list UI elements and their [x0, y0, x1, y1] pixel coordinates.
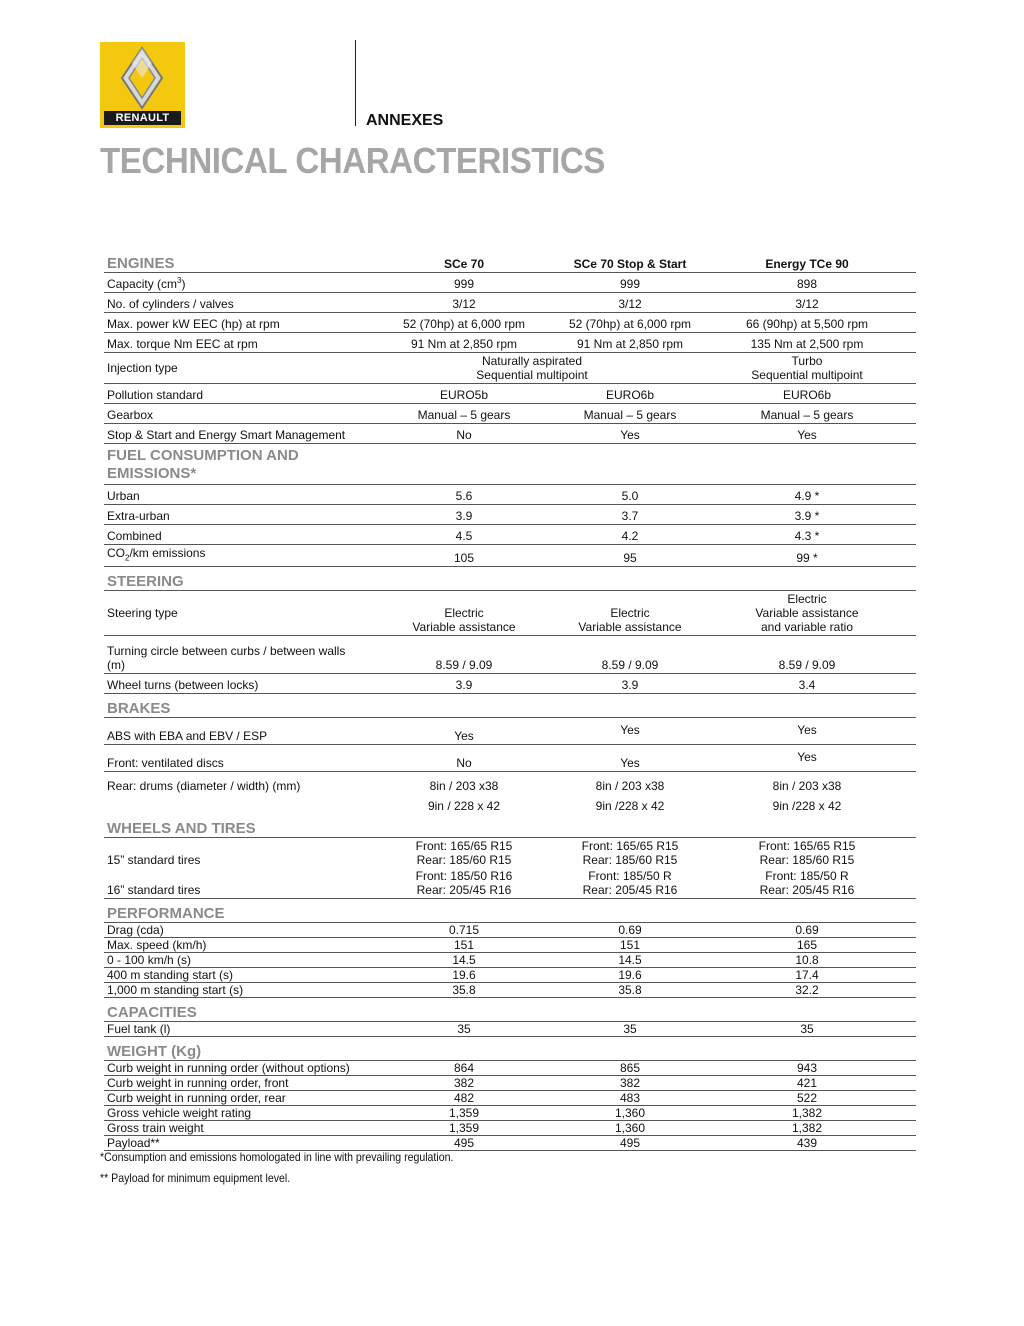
cell: 8in / 203 x38	[772, 778, 842, 793]
cell: 3/12	[562, 293, 698, 313]
table-row	[104, 525, 916, 545]
cell: 135 Nm at 2,500 rpm	[698, 333, 916, 353]
row-label: Wheel turns (between locks)	[104, 674, 366, 694]
row-label: Injection type	[104, 353, 366, 384]
row-label: Curb weight in running order, front	[104, 1076, 366, 1091]
cell: 9in /228 x 42	[595, 798, 665, 813]
cell: 495	[562, 1136, 698, 1151]
capacities-header-row	[104, 998, 916, 1022]
cell: 1,360	[562, 1121, 698, 1136]
cell: 35	[562, 1022, 698, 1037]
cell: 8.59 / 9.09	[366, 636, 562, 674]
row-label: Capacity $(cm^3)$	[104, 273, 366, 293]
technical-characteristics-table	[104, 254, 916, 1151]
performance-header-row	[104, 899, 916, 923]
cell: 3.9	[562, 674, 698, 694]
cell: 0.69	[698, 923, 916, 938]
column-header-sce70-stop-start: SCe 70 Stop & Start	[562, 254, 698, 273]
cell: 522	[698, 1091, 916, 1106]
row-label: Fuel tank (l)	[104, 1022, 366, 1037]
column-header-sce70: SCe 70	[366, 254, 562, 273]
cell: 3/12	[698, 293, 916, 313]
section-label: ANNEXES	[366, 112, 444, 129]
cell: EURO6b	[562, 384, 698, 404]
section-title-wheels: WHEELS AND TIRES	[104, 814, 366, 838]
cell: 35.8	[366, 983, 562, 998]
table-row	[104, 636, 916, 674]
cell: 3.9	[366, 674, 562, 694]
cell: 3.9	[366, 505, 562, 525]
page-title: TECHNICAL CHARACTERISTICS	[100, 140, 605, 181]
section-title-engines: ENGINES	[104, 254, 366, 273]
cell: 35	[366, 1022, 562, 1037]
cell: 14.5	[366, 953, 562, 968]
table-row	[104, 772, 916, 794]
row-label: Rear: drums (diameter / width) (mm)	[107, 778, 301, 793]
cell: 0.69	[562, 923, 698, 938]
row-label: ABS with EBA and EBV / ESP	[104, 718, 366, 745]
cell: Manual – 5 gears	[562, 404, 698, 424]
table-row	[104, 485, 916, 505]
cell: 4.3 *	[698, 525, 916, 545]
table-row	[104, 1061, 916, 1076]
table-row	[104, 333, 916, 353]
row-label: Urban	[104, 485, 366, 505]
cell: 95	[562, 545, 698, 567]
table-row	[104, 938, 916, 953]
cell: No	[366, 424, 562, 444]
row-label: Curb weight in running order, rear	[104, 1091, 366, 1106]
cell: 151	[366, 938, 562, 953]
row-label: Drag (cda)	[104, 923, 366, 938]
cell: Electric Variable assistance and variable ratio	[698, 591, 916, 636]
table-row	[104, 953, 916, 968]
cell: 52 (70hp) at 6,000 rpm	[562, 313, 698, 333]
cell: 66 (90hp) at 5,500 rpm	[698, 313, 916, 333]
steering-header-row	[104, 567, 916, 591]
table-row	[104, 983, 916, 998]
cell: 9in / 228 x 42	[427, 798, 501, 813]
row-label: Turning circle between curbs / between walls (m)	[104, 636, 366, 674]
cell: 35.8	[562, 983, 698, 998]
cell: 3.4	[698, 674, 916, 694]
section-title-fuel: FUEL CONSUMPTION AND EMISSIONS*	[104, 444, 366, 485]
table-row	[104, 968, 916, 983]
cell: 91 Nm at 2,850 rpm	[562, 333, 698, 353]
table-row	[104, 505, 916, 525]
cell: Front: 185/50 R Rear: 205/45 R16	[562, 868, 698, 899]
cell: Front: 165/65 R15 Rear: 185/60 R15	[415, 839, 513, 868]
cell: 495	[366, 1136, 562, 1151]
table-row	[104, 424, 916, 444]
cell: No	[366, 745, 562, 772]
cell: 382	[366, 1076, 562, 1091]
row-label: Stop & Start and Energy Smart Management	[104, 424, 366, 444]
cell: 14.5	[562, 953, 698, 968]
cell: Yes	[562, 718, 698, 745]
cell: 864	[366, 1061, 562, 1076]
table-row	[104, 718, 916, 745]
cell: 865	[562, 1061, 698, 1076]
cell: 35	[698, 1022, 916, 1037]
cell: Manual – 5 gears	[698, 404, 916, 424]
row-label: Gross train weight	[104, 1121, 366, 1136]
column-header-energy-tce90: Energy TCe 90	[698, 254, 916, 273]
cell: 1,360	[562, 1106, 698, 1121]
cell: Turbo Sequential multipoint	[698, 353, 916, 384]
cell: 0.715	[366, 923, 562, 938]
cell: 439	[698, 1136, 916, 1151]
cell: Yes	[698, 745, 916, 772]
wheels-header-row	[104, 814, 916, 838]
table-row	[104, 545, 916, 567]
table-row	[104, 404, 916, 424]
row-label: No. of cylinders / valves	[104, 293, 366, 313]
cell: EURO5b	[366, 384, 562, 404]
cell: 8in / 203 x38	[595, 778, 665, 793]
row-label: Max. speed (km/h)	[104, 938, 366, 953]
cell: 99 *	[698, 545, 916, 567]
cell: 1,382	[698, 1106, 916, 1121]
cell: 8in / 203 x38	[429, 778, 499, 793]
cell: 5.0	[562, 485, 698, 505]
cell: 943	[698, 1061, 916, 1076]
footnote-payload: ** Payload for minimum equipment level.	[100, 1171, 291, 1185]
cell: Yes	[698, 424, 916, 444]
cell: Front: 165/65 R15 Rear: 185/60 R15	[581, 839, 679, 868]
cell: EURO6b	[698, 384, 916, 404]
row-label: 400 m standing start (s)	[104, 968, 366, 983]
cell: 3.9 *	[698, 505, 916, 525]
cell: 1,359	[366, 1106, 562, 1121]
row-label: Max. power kW EEC (hp) at rpm	[104, 313, 366, 333]
cell: 1,359	[366, 1121, 562, 1136]
cell: 483	[562, 1091, 698, 1106]
section-title-capacities: CAPACITIES	[104, 998, 366, 1022]
table-row	[104, 838, 916, 869]
table-row	[104, 674, 916, 694]
cell: 151	[562, 938, 698, 953]
cell: Naturally aspirated Sequential multipoint	[366, 353, 698, 384]
cell: 105	[366, 545, 562, 567]
section-title-steering: STEERING	[104, 567, 366, 591]
cell: Electric Variable assistance	[562, 591, 698, 636]
row-label: Combined	[104, 525, 366, 545]
section-title-performance: PERFORMANCE	[104, 899, 366, 923]
row-label: 0 - 100 km/h (s)	[104, 953, 366, 968]
cell: 898	[698, 273, 916, 293]
table-row	[104, 1076, 916, 1091]
table-row	[104, 1022, 916, 1037]
cell: 32.2	[698, 983, 916, 998]
cell: 8.59 / 9.09	[698, 636, 916, 674]
cell: Yes	[698, 718, 916, 745]
cell: 999	[366, 273, 562, 293]
table-row	[104, 745, 916, 772]
cell: Yes	[562, 424, 698, 444]
row-label: Curb weight in running order (without options)	[104, 1061, 366, 1076]
table-row	[104, 384, 916, 404]
renault-diamond-icon	[100, 42, 185, 112]
cell: 10.8	[698, 953, 916, 968]
table-row	[104, 353, 916, 384]
cell: Yes	[562, 745, 698, 772]
table-row	[104, 923, 916, 938]
cell: 3.7	[562, 505, 698, 525]
cell: 4.2	[562, 525, 698, 545]
row-label: Gearbox	[104, 404, 366, 424]
cell: 482	[366, 1091, 562, 1106]
table-row	[104, 293, 916, 313]
cell: 52 (70hp) at 6,000 rpm	[366, 313, 562, 333]
header-divider	[355, 40, 356, 126]
cell: Manual – 5 gears	[366, 404, 562, 424]
cell: 91 Nm at 2,850 rpm	[366, 333, 562, 353]
table-row	[104, 1136, 916, 1151]
renault-logo	[100, 42, 185, 128]
cell: 5.6	[366, 485, 562, 505]
row-label: Steering type	[104, 591, 366, 636]
table-row	[104, 1091, 916, 1106]
brakes-header-row	[104, 694, 916, 718]
cell: 19.6	[562, 968, 698, 983]
section-title-brakes: BRAKES	[104, 694, 366, 718]
cell: Electric Variable assistance	[366, 591, 562, 636]
cell: Front: 185/50 R16 Rear: 205/45 R16	[366, 868, 562, 899]
cell: 9in /228 x 42	[772, 798, 842, 813]
row-label: Max. torque Nm EEC at rpm	[104, 333, 366, 353]
cell: Yes	[366, 718, 562, 745]
fuel-header-row	[104, 444, 916, 485]
row-label: 15” standard tires	[107, 853, 201, 868]
cell: 421	[698, 1076, 916, 1091]
brand-name: RENAULT	[104, 111, 181, 125]
table-row	[104, 868, 916, 899]
cell: 382	[562, 1076, 698, 1091]
row-label: $CO_2/km$ emissions	[104, 545, 366, 567]
table-row	[104, 591, 916, 636]
cell: 165	[698, 938, 916, 953]
table-row	[104, 1106, 916, 1121]
cell: Front: 185/50 R Rear: 205/45 R16	[698, 868, 916, 899]
weight-header-row	[104, 1037, 916, 1061]
cell: Front: 165/65 R15 Rear: 185/60 R15	[758, 839, 856, 868]
table-row	[104, 794, 916, 814]
row-label: Extra-urban	[104, 505, 366, 525]
cell: 4.5	[366, 525, 562, 545]
row-label: Pollution standard	[104, 384, 366, 404]
cell: 1,382	[698, 1121, 916, 1136]
table-row	[104, 313, 916, 333]
table-row	[104, 273, 916, 293]
row-label: Payload**	[104, 1136, 366, 1151]
engines-header-row	[104, 254, 916, 273]
cell: 17.4	[698, 968, 916, 983]
footnote-consumption: *Consumption and emissions homologated in line with prevailing regulation.	[100, 1150, 454, 1164]
row-label: 16” standard tires	[104, 868, 366, 899]
cell: 999	[562, 273, 698, 293]
row-label: Gross vehicle weight rating	[104, 1106, 366, 1121]
cell: 3/12	[366, 293, 562, 313]
row-label: 1,000 m standing start (s)	[104, 983, 366, 998]
cell: 4.9 *	[698, 485, 916, 505]
cell: 19.6	[366, 968, 562, 983]
table-row	[104, 1121, 916, 1136]
cell: 8.59 / 9.09	[562, 636, 698, 674]
section-title-weight: WEIGHT (Kg)	[104, 1037, 366, 1061]
row-label: Front: ventilated discs	[104, 745, 366, 772]
